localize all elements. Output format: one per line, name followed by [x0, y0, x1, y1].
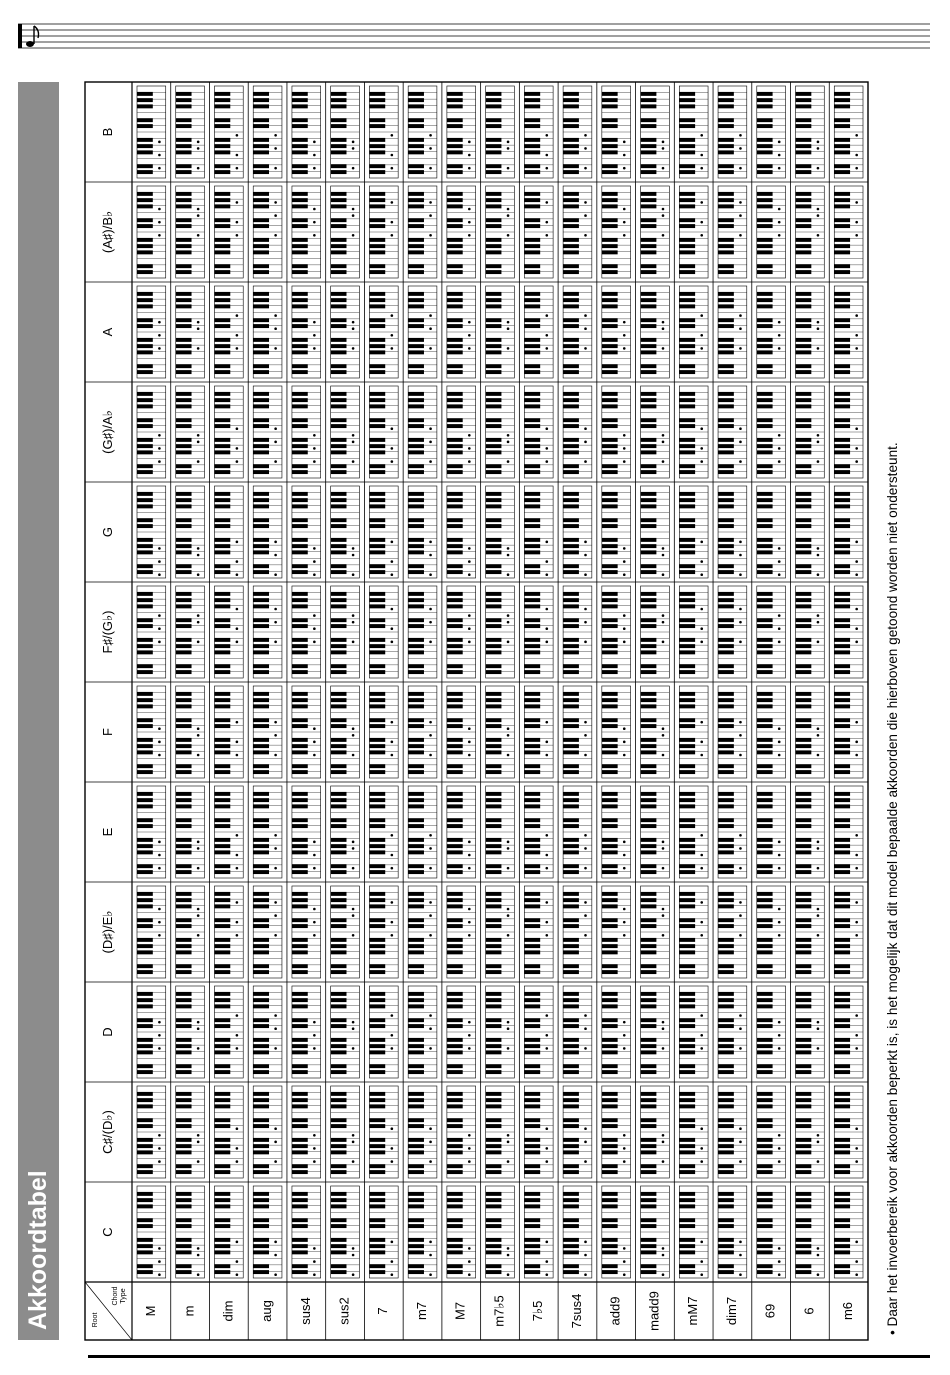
keyboard-diagram: [602, 786, 631, 878]
keyboard-diagram: [137, 786, 166, 878]
keyboard-diagram: [602, 1086, 631, 1178]
keyboard-diagram: [641, 86, 670, 178]
keyboard-diagram: [834, 786, 863, 878]
keyboard-diagram: [718, 886, 747, 978]
chord-type-label: m7♭5: [491, 1295, 507, 1327]
keyboard-diagram: [563, 386, 592, 478]
corner-chord-label: Chord: [111, 1286, 119, 1306]
keyboard-diagram: [331, 186, 360, 278]
keyboard-diagram: [524, 686, 553, 778]
keyboard-diagram: [563, 86, 592, 178]
keyboard-diagram: [486, 1086, 515, 1178]
keyboard-diagram: [214, 686, 243, 778]
keyboard-diagram: [408, 286, 437, 378]
keyboard-diagram: [408, 386, 437, 478]
keyboard-diagram: [563, 686, 592, 778]
keyboard-diagram: [834, 686, 863, 778]
keyboard-diagram: [176, 386, 205, 478]
keyboard-diagram: [486, 986, 515, 1078]
keyboard-diagram: [796, 86, 825, 178]
root-label: E: [99, 827, 115, 837]
keyboard-diagram: [834, 986, 863, 1078]
keyboard-diagram: [408, 686, 437, 778]
keyboard-diagram: [524, 486, 553, 578]
keyboard-diagram: [447, 786, 476, 878]
keyboard-diagram: [834, 86, 863, 178]
keyboard-diagram: [563, 886, 592, 978]
keyboard-diagram: [679, 86, 708, 178]
keyboard-diagram: [834, 1086, 863, 1178]
keyboard-diagram: [214, 486, 243, 578]
keyboard-diagram: [524, 86, 553, 178]
keyboard-diagram: [176, 286, 205, 378]
keyboard-diagram: [524, 1086, 553, 1178]
keyboard-diagram: [447, 1086, 476, 1178]
keyboard-diagram: [757, 1086, 786, 1178]
keyboard-diagram: [292, 86, 321, 178]
keyboard-diagram: [447, 686, 476, 778]
keyboard-diagram: [563, 1186, 592, 1278]
keyboard-diagram: [214, 286, 243, 378]
keyboard-diagram: [214, 1086, 243, 1178]
keyboard-diagram: [641, 186, 670, 278]
keyboard-diagram: [137, 986, 166, 1078]
keyboard-diagram: [834, 286, 863, 378]
keyboard-diagram: [214, 186, 243, 278]
keyboard-diagram: [757, 1186, 786, 1278]
keyboard-diagram: [679, 686, 708, 778]
chord-type-label: m: [181, 1305, 197, 1317]
keyboard-diagram: [563, 586, 592, 678]
keyboard-diagram: [253, 186, 282, 278]
keyboard-diagram: [447, 386, 476, 478]
keyboard-diagram: [253, 786, 282, 878]
keyboard-diagram: [447, 186, 476, 278]
keyboard-diagram: [834, 886, 863, 978]
keyboard-diagram: [176, 486, 205, 578]
keyboard-diagram: [253, 486, 282, 578]
keyboard-diagram: [331, 1086, 360, 1178]
keyboard-diagram: [408, 86, 437, 178]
chord-type-label: add9: [607, 1296, 623, 1326]
keyboard-diagram: [292, 986, 321, 1078]
keyboard-diagram: [718, 986, 747, 1078]
keyboard-diagram: [214, 386, 243, 478]
keyboard-diagram: [718, 586, 747, 678]
keyboard-diagram: [679, 1086, 708, 1178]
keyboard-diagram: [369, 686, 398, 778]
chord-type-label: sus4: [297, 1297, 313, 1325]
root-label: F: [99, 728, 115, 736]
chord-type-label: M: [142, 1305, 158, 1317]
keyboard-diagram: [331, 86, 360, 178]
chord-type-label: mM7: [685, 1296, 701, 1326]
keyboard-diagram: [214, 986, 243, 1078]
keyboard-diagram: [369, 1086, 398, 1178]
keyboard-diagram: [524, 186, 553, 278]
keyboard-diagram: [757, 286, 786, 378]
keyboard-diagram: [331, 1186, 360, 1278]
keyboard-diagram: [757, 186, 786, 278]
keyboard-diagram: [253, 286, 282, 378]
keyboard-diagram: [331, 886, 360, 978]
keyboard-diagram: [137, 486, 166, 578]
keyboard-diagram: [408, 886, 437, 978]
keyboard-diagram: [214, 786, 243, 878]
keyboard-diagram: [679, 386, 708, 478]
keyboard-diagram: [408, 486, 437, 578]
chord-type-label: dim7: [723, 1296, 739, 1326]
keyboard-diagram: [563, 186, 592, 278]
root-label: D: [99, 1027, 115, 1037]
keyboard-diagram: [292, 286, 321, 378]
keyboard-diagram: [679, 1186, 708, 1278]
keyboard-diagram: [292, 786, 321, 878]
keyboard-diagram: [486, 486, 515, 578]
chord-type-label: 69: [762, 1303, 778, 1319]
keyboard-diagram: [796, 686, 825, 778]
keyboard-diagram: [447, 486, 476, 578]
page-title: Akkoordtabel: [24, 1170, 52, 1330]
keyboard-diagram: [369, 286, 398, 378]
keyboard-diagram: [718, 86, 747, 178]
keyboard-diagram: [369, 786, 398, 878]
keyboard-diagram: [331, 986, 360, 1078]
keyboard-diagram: [796, 1186, 825, 1278]
keyboard-diagram: [641, 1186, 670, 1278]
keyboard-diagram: [486, 586, 515, 678]
keyboard-diagram: [602, 386, 631, 478]
root-label: G: [99, 526, 115, 538]
keyboard-diagram: [214, 86, 243, 178]
keyboard-diagram: [796, 486, 825, 578]
keyboard-diagram: [137, 186, 166, 278]
keyboard-diagram: [679, 786, 708, 878]
chord-type-label: m7: [413, 1301, 429, 1321]
keyboard-diagram: [718, 1186, 747, 1278]
keyboard-diagram: [253, 1086, 282, 1178]
keyboard-diagram: [447, 1186, 476, 1278]
keyboard-diagram: [176, 886, 205, 978]
keyboard-diagram: [602, 86, 631, 178]
keyboard-diagram: [292, 886, 321, 978]
keyboard-diagram: [137, 686, 166, 778]
keyboard-diagram: [679, 886, 708, 978]
keyboard-diagram: [331, 686, 360, 778]
keyboard-diagram: [331, 786, 360, 878]
keyboard-diagram: [292, 1086, 321, 1178]
chord-type-label: 7sus4: [568, 1293, 584, 1329]
keyboard-diagram: [486, 1186, 515, 1278]
keyboard-diagram: [253, 1186, 282, 1278]
keyboard-diagram: [486, 86, 515, 178]
keyboard-diagram: [408, 586, 437, 678]
keyboard-diagram: [253, 86, 282, 178]
keyboard-diagram: [602, 1186, 631, 1278]
keyboard-diagram: [292, 386, 321, 478]
keyboard-diagram: [292, 1186, 321, 1278]
keyboard-diagram: [602, 986, 631, 1078]
keyboard-diagram: [718, 386, 747, 478]
keyboard-diagram: [679, 486, 708, 578]
keyboard-diagram: [486, 786, 515, 878]
keyboard-diagram: [563, 486, 592, 578]
keyboard-diagram: [641, 1086, 670, 1178]
keyboard-diagram: [292, 186, 321, 278]
root-label: (G♯)/A♭: [99, 410, 115, 454]
keyboard-diagram: [447, 986, 476, 1078]
keyboard-diagram: [757, 886, 786, 978]
keyboard-diagram: [679, 186, 708, 278]
keyboard-diagram: [641, 886, 670, 978]
keyboard-diagram: [331, 486, 360, 578]
keyboard-diagram: [253, 686, 282, 778]
keyboard-diagram: [176, 986, 205, 1078]
keyboard-diagram: [369, 586, 398, 678]
keyboard-diagram: [369, 1186, 398, 1278]
keyboard-diagram: [524, 586, 553, 678]
keyboard-diagram: [602, 686, 631, 778]
keyboard-diagram: [641, 286, 670, 378]
keyboard-diagram: [641, 386, 670, 478]
keyboard-diagram: [408, 986, 437, 1078]
keyboard-diagram: [796, 886, 825, 978]
root-label: F♯/(G♭): [99, 610, 115, 654]
keyboard-diagram: [796, 586, 825, 678]
keyboard-diagram: [447, 286, 476, 378]
keyboard-diagram: [137, 1086, 166, 1178]
keyboard-diagram: [486, 186, 515, 278]
keyboard-diagram: [137, 1186, 166, 1278]
keyboard-diagram: [757, 686, 786, 778]
keyboard-diagram: [524, 886, 553, 978]
keyboard-diagram: [718, 686, 747, 778]
keyboard-diagram: [757, 86, 786, 178]
chord-type-label: m6: [840, 1301, 856, 1321]
chord-type-label: sus2: [336, 1297, 352, 1325]
keyboard-diagram: [641, 586, 670, 678]
keyboard-diagram: [641, 986, 670, 1078]
keyboard-diagram: [253, 986, 282, 1078]
keyboard-diagram: [447, 586, 476, 678]
keyboard-diagram: [253, 886, 282, 978]
keyboard-diagram: [176, 1186, 205, 1278]
keyboard-diagram: [834, 186, 863, 278]
keyboard-diagram: [369, 886, 398, 978]
keyboard-diagram: [524, 786, 553, 878]
keyboard-diagram: [331, 386, 360, 478]
keyboard-diagram: [524, 386, 553, 478]
keyboard-diagram: [447, 86, 476, 178]
keyboard-diagram: [796, 386, 825, 478]
keyboard-diagram: [602, 486, 631, 578]
keyboard-diagram: [679, 986, 708, 1078]
chord-type-label: madd9: [646, 1291, 662, 1331]
keyboard-diagram: [369, 386, 398, 478]
keyboard-diagram: [757, 786, 786, 878]
keyboard-diagram: [679, 586, 708, 678]
keyboard-diagram: [524, 986, 553, 1078]
keyboard-diagram: [369, 486, 398, 578]
keyboard-diagram: [641, 786, 670, 878]
chord-type-label: 7♭5: [530, 1300, 546, 1322]
chord-type-label: 7: [375, 1307, 391, 1315]
root-label: C: [99, 1227, 115, 1237]
root-label: (A♯)/B♭: [99, 210, 115, 254]
keyboard-diagram: [834, 586, 863, 678]
keyboard-diagram: [796, 1086, 825, 1178]
keyboard-diagram: [176, 1086, 205, 1178]
root-label: A: [99, 327, 115, 337]
keyboard-diagram: [718, 186, 747, 278]
keyboard-diagram: [641, 486, 670, 578]
keyboard-diagram: [602, 186, 631, 278]
keyboard-diagram: [679, 286, 708, 378]
keyboard-diagram: [408, 1086, 437, 1178]
keyboard-diagram: [524, 1186, 553, 1278]
keyboard-diagram: [602, 286, 631, 378]
keyboard-diagram: [214, 586, 243, 678]
keyboard-diagram: [524, 286, 553, 378]
keyboard-diagram: [757, 486, 786, 578]
keyboard-diagram: [176, 86, 205, 178]
root-label: (D♯)/E♭: [99, 910, 115, 954]
keyboard-diagram: [757, 386, 786, 478]
keyboard-diagram: [563, 1086, 592, 1178]
keyboard-diagram: [253, 386, 282, 478]
keyboard-diagram: [137, 386, 166, 478]
footnote: • Daar het invoerbereik voor akkoorden beperkt is, is het mogelijk dat dit model bepaalde akkoorden die hierboven getoond worden niet ondersteunt.: [885, 442, 900, 1335]
keyboard-diagram: [369, 986, 398, 1078]
keyboard-diagram: [641, 686, 670, 778]
keyboard-diagram: [563, 286, 592, 378]
chord-type-label: M7: [452, 1301, 468, 1321]
keyboard-diagram: [137, 86, 166, 178]
keyboard-diagram: [486, 386, 515, 478]
chord-type-label: 6: [801, 1307, 817, 1315]
keyboard-diagram: [214, 886, 243, 978]
keyboard-diagram: [292, 486, 321, 578]
keyboard-diagram: [718, 786, 747, 878]
keyboard-diagram: [292, 686, 321, 778]
chord-type-label: dim: [220, 1300, 236, 1322]
keyboard-diagram: [408, 186, 437, 278]
keyboard-diagram: [292, 586, 321, 678]
keyboard-diagram: [834, 1186, 863, 1278]
keyboard-diagram: [137, 586, 166, 678]
keyboard-diagram: [718, 286, 747, 378]
keyboard-diagram: [176, 186, 205, 278]
keyboard-diagram: [796, 186, 825, 278]
bottom-rule: [88, 1355, 930, 1358]
keyboard-diagram: [602, 586, 631, 678]
keyboard-diagram: [486, 686, 515, 778]
keyboard-diagram: [369, 186, 398, 278]
keyboard-diagram: [253, 586, 282, 678]
keyboard-diagram: [137, 286, 166, 378]
keyboard-diagram: [369, 86, 398, 178]
keyboard-diagram: [137, 886, 166, 978]
keyboard-diagram: [718, 486, 747, 578]
keyboard-diagram: [214, 1186, 243, 1278]
keyboard-diagram: [563, 786, 592, 878]
keyboard-diagram: [176, 686, 205, 778]
keyboard-diagram: [796, 286, 825, 378]
corner-root-label: Root: [91, 1312, 99, 1328]
keyboard-diagram: [447, 886, 476, 978]
keyboard-diagram: [757, 586, 786, 678]
keyboard-diagram: [408, 1186, 437, 1278]
keyboard-diagram: [796, 786, 825, 878]
keyboard-diagram: [486, 286, 515, 378]
keyboard-diagram: [486, 886, 515, 978]
keyboard-diagram: [757, 986, 786, 1078]
keyboard-diagram: [796, 986, 825, 1078]
root-label: B: [99, 127, 115, 137]
keyboard-diagram: [331, 286, 360, 378]
keyboard-diagram: [834, 486, 863, 578]
keyboard-diagram: [834, 386, 863, 478]
keyboard-diagram: [718, 1086, 747, 1178]
keyboard-diagram: [602, 886, 631, 978]
keyboard-diagram: [408, 786, 437, 878]
keyboard-diagram: [331, 586, 360, 678]
keyboard-diagram: [563, 986, 592, 1078]
keyboard-diagram: [176, 786, 205, 878]
root-label: C♯/(D♭): [99, 1110, 115, 1154]
keyboard-diagram: [176, 586, 205, 678]
chord-type-label: aug: [259, 1300, 275, 1322]
corner-type-label: Type: [119, 1288, 127, 1304]
